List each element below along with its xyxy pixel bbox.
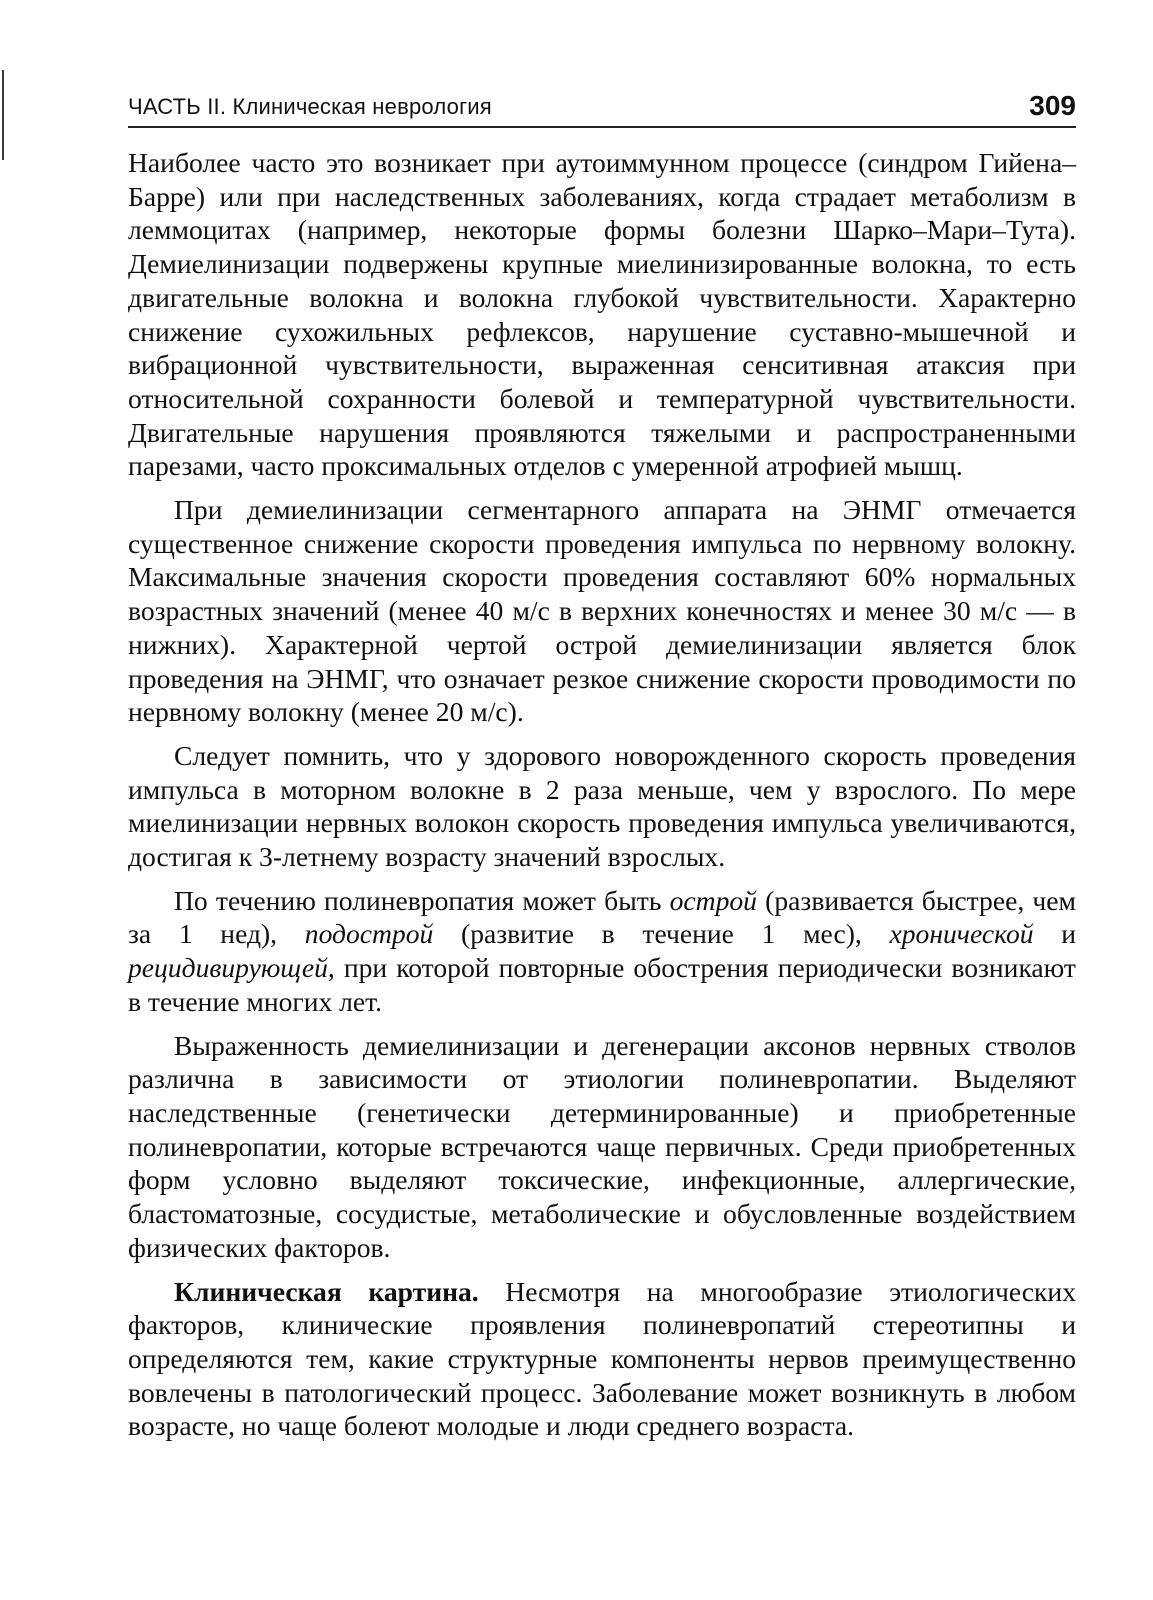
paragraph-enmg-findings: При демиелинизации сегментарного аппарата на ЭНМГ отмечается существенное снижение скорости проведения импульса по нервному волокну. Максимальные значения скорости проведения составляют 60% нормальных возрастных значений (менее 40 м/с в верхних конечностях и менее 30 м/с — в нижних). Характерной чертой острой демиелинизации является блок проведения на ЭНМГ, что означает резкое снижение скорости проводимости по нервному волокну (менее 20 м/с). — [128, 494, 1076, 728]
page-edge-mark — [2, 70, 4, 160]
text-run: Несмотря на многообразие этиологических факторов, клинические проявления полиневропатий стереотипны и определяются тем, какие структурные компоненты нервов преимущественно вовлечены в патологический процесс. Заболевание может возникнуть в любом возрасте, но чаще болеют молодые и люди среднего возраста. — [128, 1275, 1076, 1442]
paragraph-etiology: Выраженность демиелинизации и дегенерации аксонов нервных стволов различна в зависимости от этиологии полиневропатии. Выделяют наследственные (генетически детерминированные) и приобретенные полиневропатии, которые встречаются чаще первичных. Среди приобретенных форм условно выделяют токсические, инфекционные, аллергические, бластоматозные, сосудистые, метаболические и обусловленные воздействием физических факторов. — [128, 1029, 1076, 1263]
text-run: По течению полиневропатия может быть — [174, 884, 670, 916]
text-run: (развивается быстрее, чем за 1 нед), — [128, 884, 1076, 950]
page-header — [128, 92, 1076, 128]
paragraph-demyelination-causes: Наиболее часто это возникает при аутоиммунном процессе (синдром Гийена–Барре) или при наследственных заболеваниях, когда страдает метаболизм в леммоцитах (например, некоторые формы болезни Шарко–Мари–Тута). Демиелинизации подвержены крупные миелинизированные волокна, то есть двигательные волокна и волокна глубокой чувствительности. Характерно снижение сухожильных рефлексов, нарушение суставно-мышечной и вибрационной чувствительности, выраженная сенситивная атаксия при относительной сохранности болевой и температурной чувствительности. Двигательные нарушения проявляются тяжелыми и распространенными парезами, часто проксимальных отделов с умеренной атрофией мышц. — [128, 147, 1076, 482]
text-run: и — [1033, 918, 1077, 950]
text-run: , при которой повторные обострения периодически возникают в течение многих лет. — [128, 952, 1076, 1017]
paragraph-clinical-picture — [128, 1275, 1076, 1444]
section-lead-clinical-picture: Клиническая картина. — [174, 1275, 479, 1307]
term-relapsing: рецидивирующей — [128, 952, 328, 984]
term-acute: острой — [669, 884, 757, 916]
paragraph-course-types — [128, 884, 1076, 1019]
page-number: 309 — [1029, 90, 1076, 121]
text-run: (развитие в течение 1 мес), — [433, 918, 890, 950]
term-chronic: хронической — [889, 918, 1034, 950]
running-head: ЧАСТЬ II. Клиническая неврология — [128, 94, 492, 119]
paragraph-newborn-conduction: Следует помнить, что у здорового новорожденного скорость проведения импульса в моторном волокне в 2 раза меньше, чем у взрослого. По мере миелинизации нервных волокон скорость проведения импульса увеличиваются, достигая к 3-летнему возрасту значений взрослых. — [128, 739, 1076, 873]
term-subacute: подострой — [304, 918, 434, 950]
body-text — [128, 146, 1076, 1453]
